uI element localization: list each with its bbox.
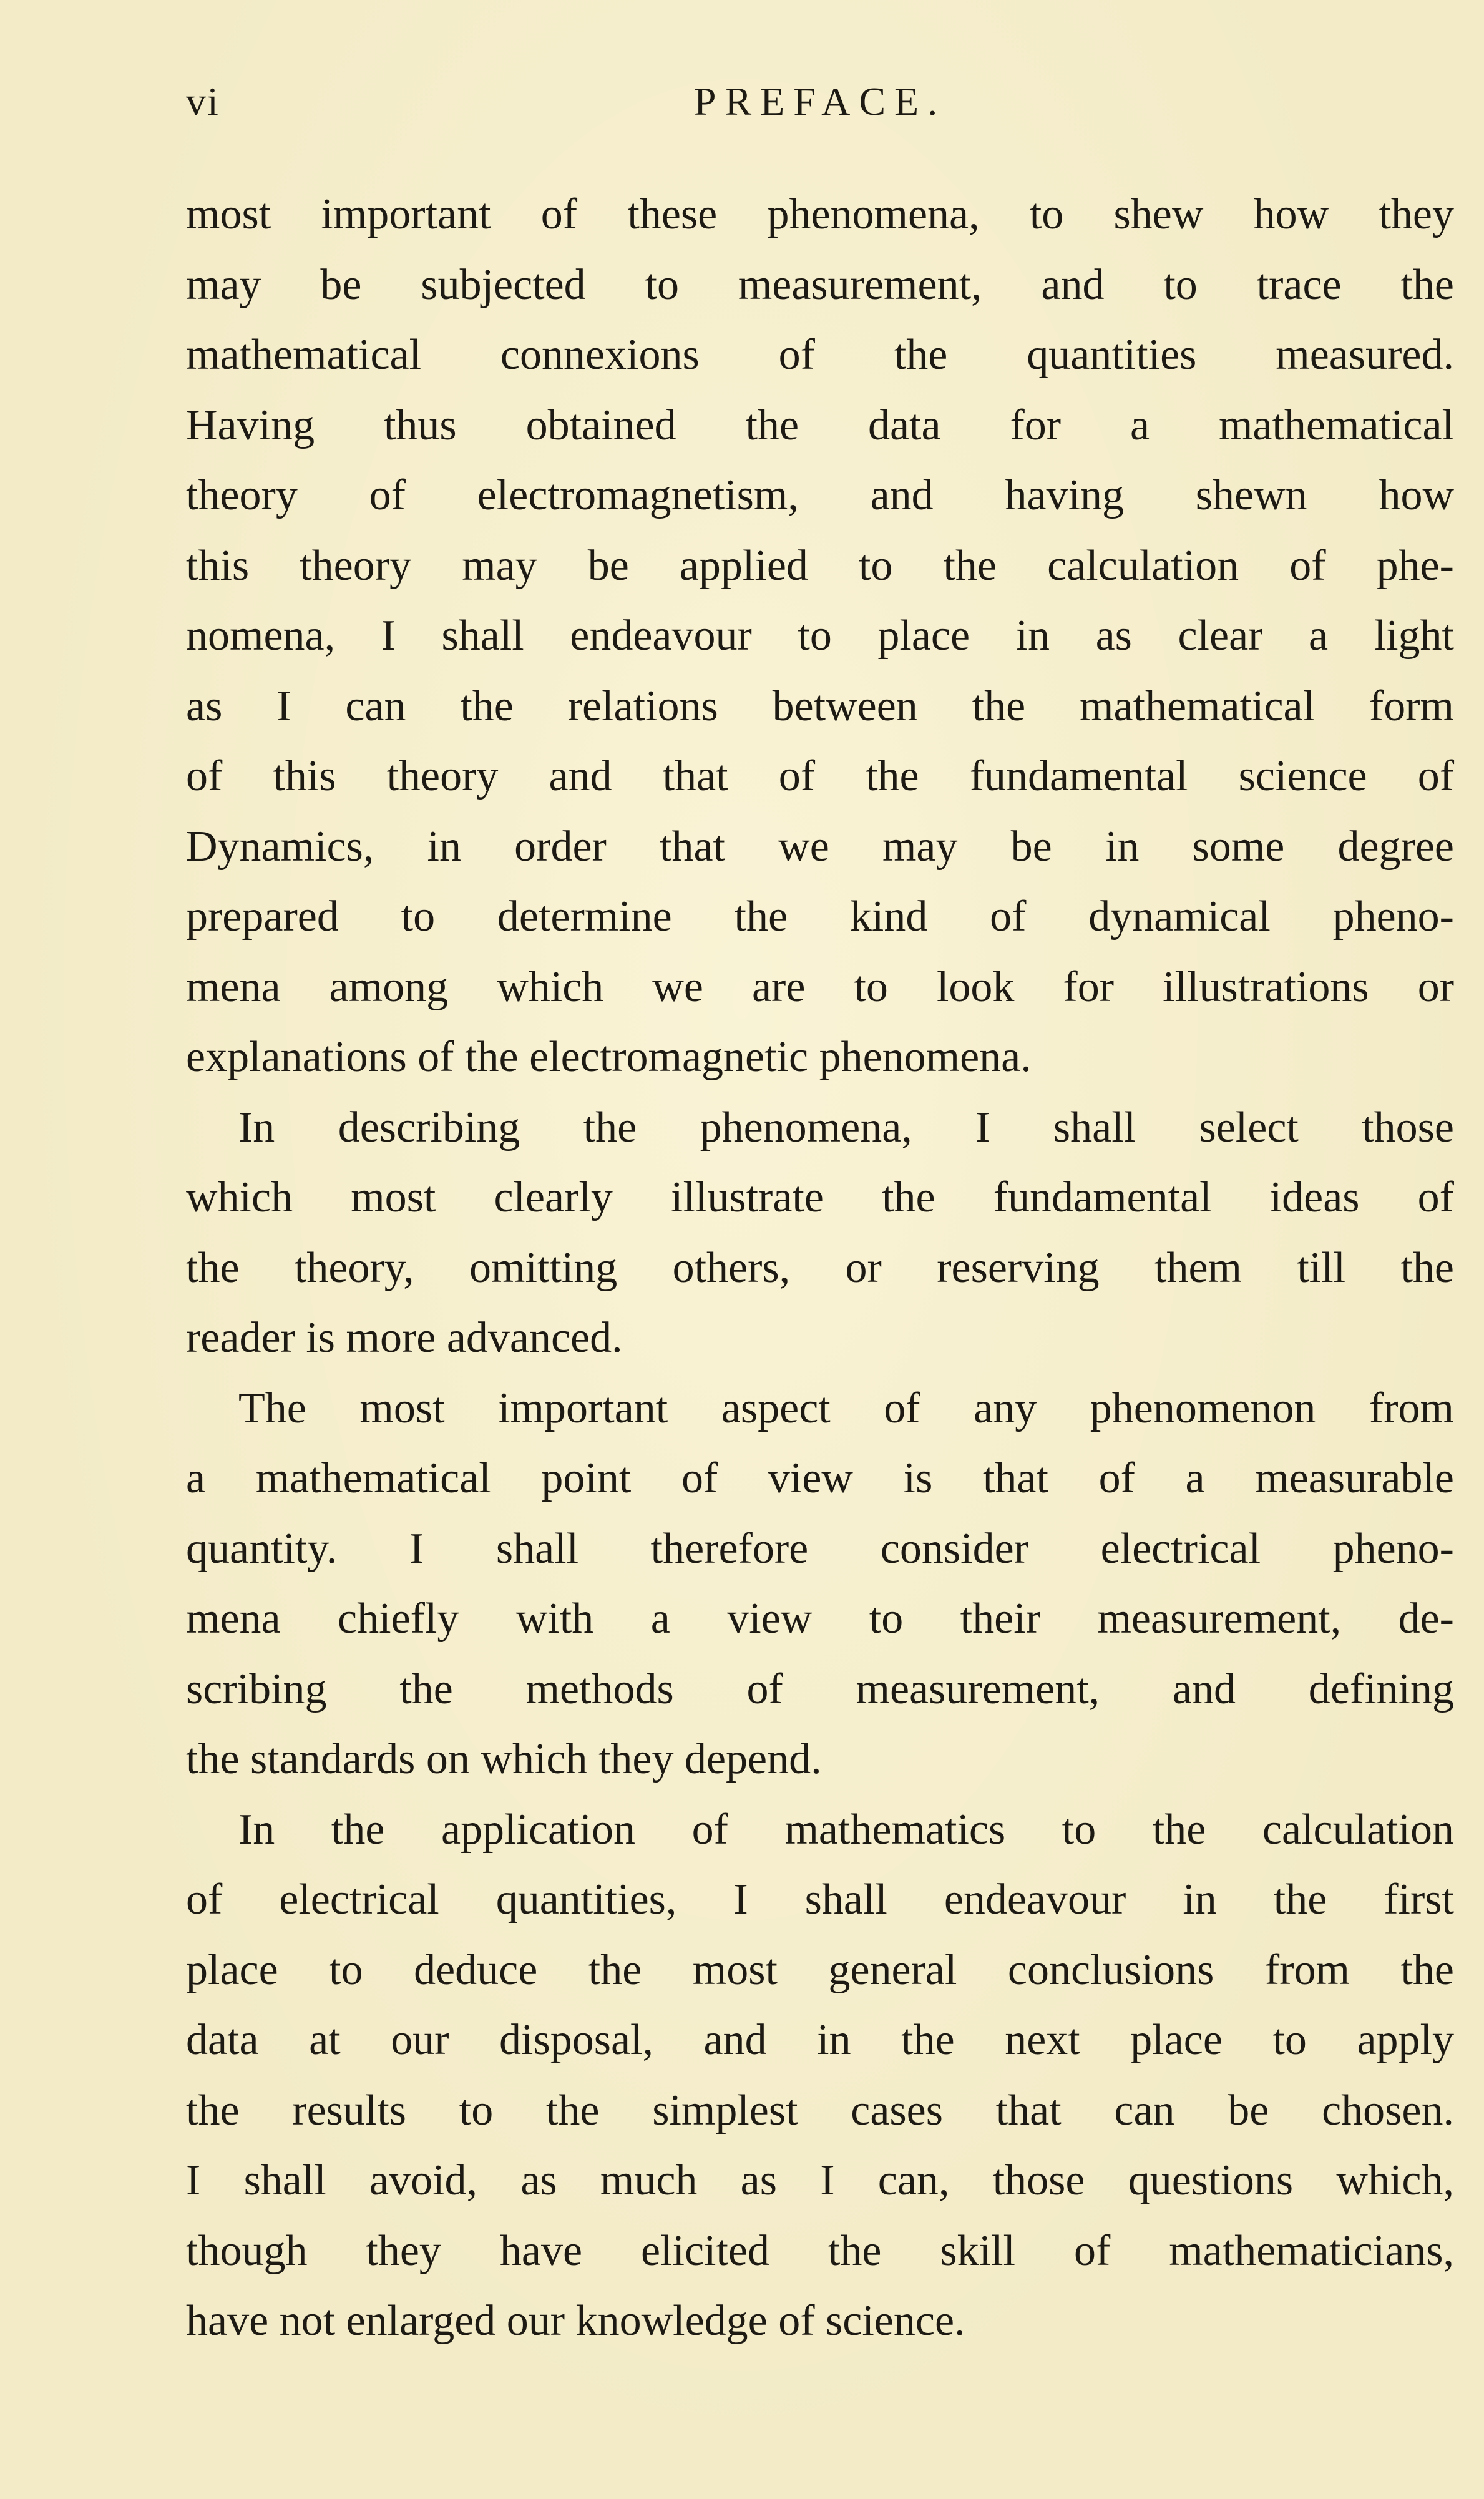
text-line: a mathematical point of view is that of a measurable bbox=[186, 1454, 1454, 1502]
text-line: Having thus obtained the data for a mathematical bbox=[186, 401, 1454, 449]
page-number: vi bbox=[186, 79, 220, 124]
text-line: have not enlarged our knowledge of science. bbox=[186, 2297, 965, 2345]
text-line: mena among which we are to look for illustrations or bbox=[186, 962, 1454, 1011]
text-line: may be subjected to measurement, and to trace the bbox=[186, 260, 1454, 309]
paragraph-first-line: In describing the phenomena, I shall select those bbox=[238, 1103, 1454, 1152]
paragraph-first-line: The most important aspect of any phenomenon from bbox=[238, 1384, 1454, 1432]
text-line: most important of these phenomena, to shew how they bbox=[186, 190, 1454, 238]
text-line: Dynamics, in order that we may be in some degree bbox=[186, 822, 1454, 871]
text-line: of electrical quantities, I shall endeavour in the first bbox=[186, 1875, 1454, 1924]
text-line: mathematical connexions of the quantities measured. bbox=[186, 331, 1454, 379]
text-line: though they have elicited the skill of mathematicians, bbox=[186, 2226, 1454, 2275]
running-title: PREFACE. bbox=[693, 79, 947, 124]
text-line: I shall avoid, as much as I can, those questions which, bbox=[186, 2156, 1454, 2204]
text-line: data at our disposal, and in the next place to apply bbox=[186, 2016, 1454, 2064]
text-line: this theory may be applied to the calculation of phe- bbox=[186, 541, 1454, 590]
text-line: place to deduce the most general conclusions from the bbox=[186, 1945, 1454, 1994]
body-text bbox=[186, 180, 1454, 2357]
text-line: prepared to determine the kind of dynamical pheno- bbox=[186, 893, 1454, 941]
text-line: reader is more advanced. bbox=[186, 1314, 623, 1362]
text-line: explanations of the electromagnetic phenomena. bbox=[186, 1033, 1032, 1081]
text-line: of this theory and that of the fundamental science of bbox=[186, 752, 1454, 800]
text-line: mena chiefly with a view to their measurement, de- bbox=[186, 1595, 1454, 1643]
text-line: the theory, omitting others, or reserving them till the bbox=[186, 1243, 1454, 1292]
text-line: theory of electromagnetism, and having shewn how bbox=[186, 471, 1454, 519]
text-line: which most clearly illustrate the fundamental ideas of bbox=[186, 1173, 1454, 1221]
text-line: as I can the relations between the mathematical form bbox=[186, 682, 1454, 730]
text-line: the results to the simplest cases that can be chosen. bbox=[186, 2086, 1454, 2135]
paragraph-first-line: In the application of mathematics to the calculation bbox=[238, 1805, 1454, 1854]
text-line: the standards on which they depend. bbox=[186, 1735, 822, 1783]
text-line: quantity. I shall therefore consider electrical pheno- bbox=[186, 1524, 1454, 1573]
page-header bbox=[186, 74, 1454, 130]
text-line: scribing the methods of measurement, and defining bbox=[186, 1665, 1454, 1713]
text-line: nomena, I shall endeavour to place in as clear a light bbox=[186, 612, 1454, 660]
